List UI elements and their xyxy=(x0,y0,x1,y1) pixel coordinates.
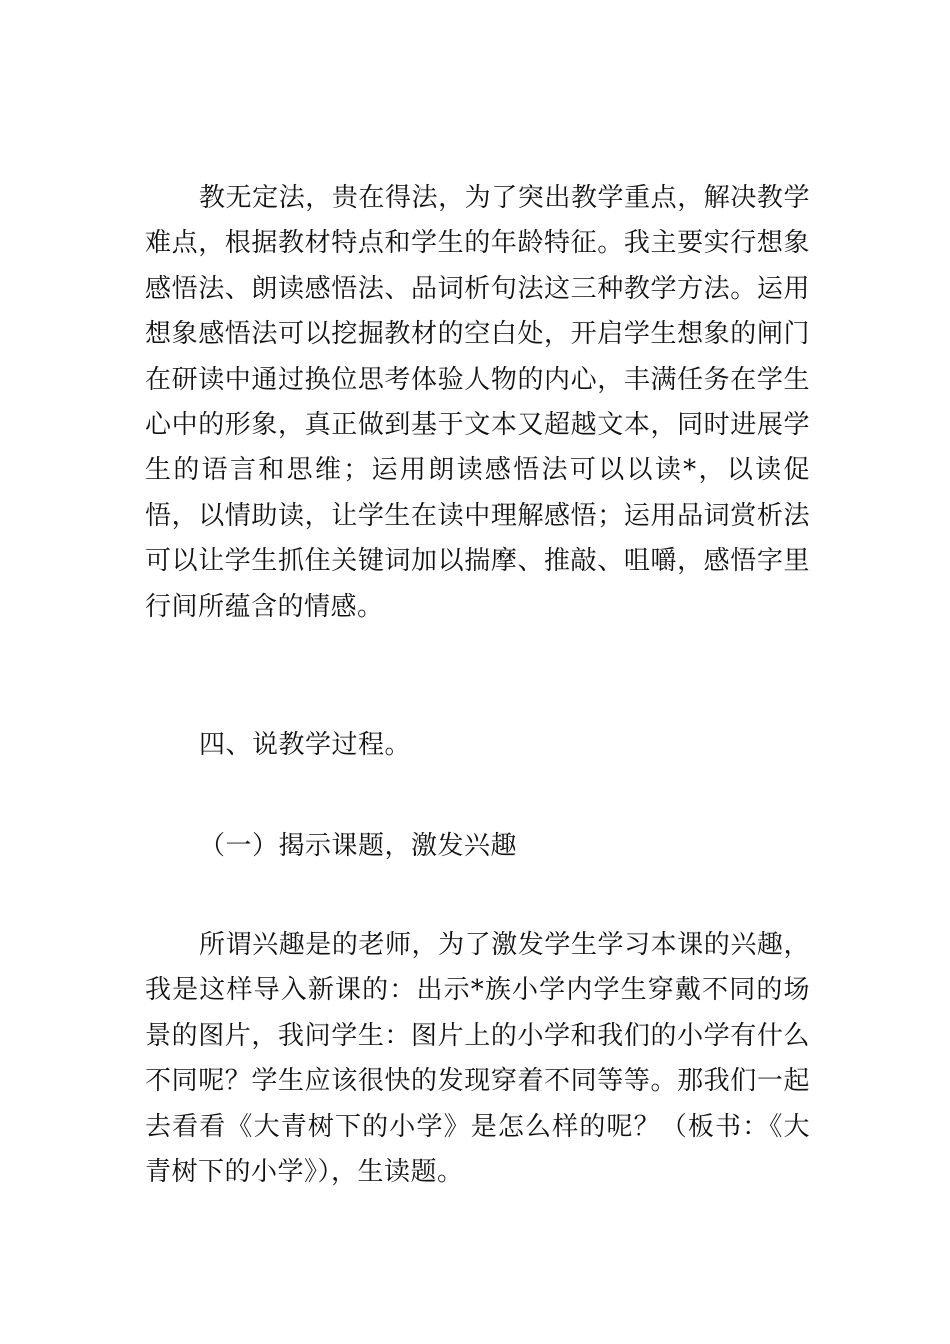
introduction-paragraph: 所谓兴趣是的老师，为了激发学生学习本课的兴趣，我是这样导入新课的：出示*族小学内学生穿戴不同的场景的图片，我问学生：图片上的小学和我们的小学有什么不同呢？学生应该很快的发现穿着不同等等。那我们一起去看看《大青树下的小学》是怎么样的呢？（板书：《大青树下的小学》），生读题。 xyxy=(145,930,810,1188)
section-heading-teaching-process: 四、说教学过程。 xyxy=(199,730,412,760)
subsection-heading-reveal-topic: （一）揭示课题，激发兴趣 xyxy=(199,831,518,861)
teaching-methods-paragraph: 教无定法，贵在得法，为了突出教学重点，解决教学难点，根据教材特点和学生的年龄特征。我主要实行想象感悟法、朗读感悟法、品词析句法这三种教学方法。运用想象感悟法可以挖掘教材的空白处，开启学生想象的闸门在研读中通过换位思考体验人物的内心，丰满任务在学生心中的形象，真正做到基于文本又超越文本，同时进展学生的语言和思维；运用朗读感悟法可以以读*，以读促悟，以情助读，让学生在读中理解感悟；运用品词赏析法可以让学生抓住关键词加以揣摩、推敲、咀嚼，感悟字里行间所蕴含的情感。 xyxy=(145,183,810,622)
